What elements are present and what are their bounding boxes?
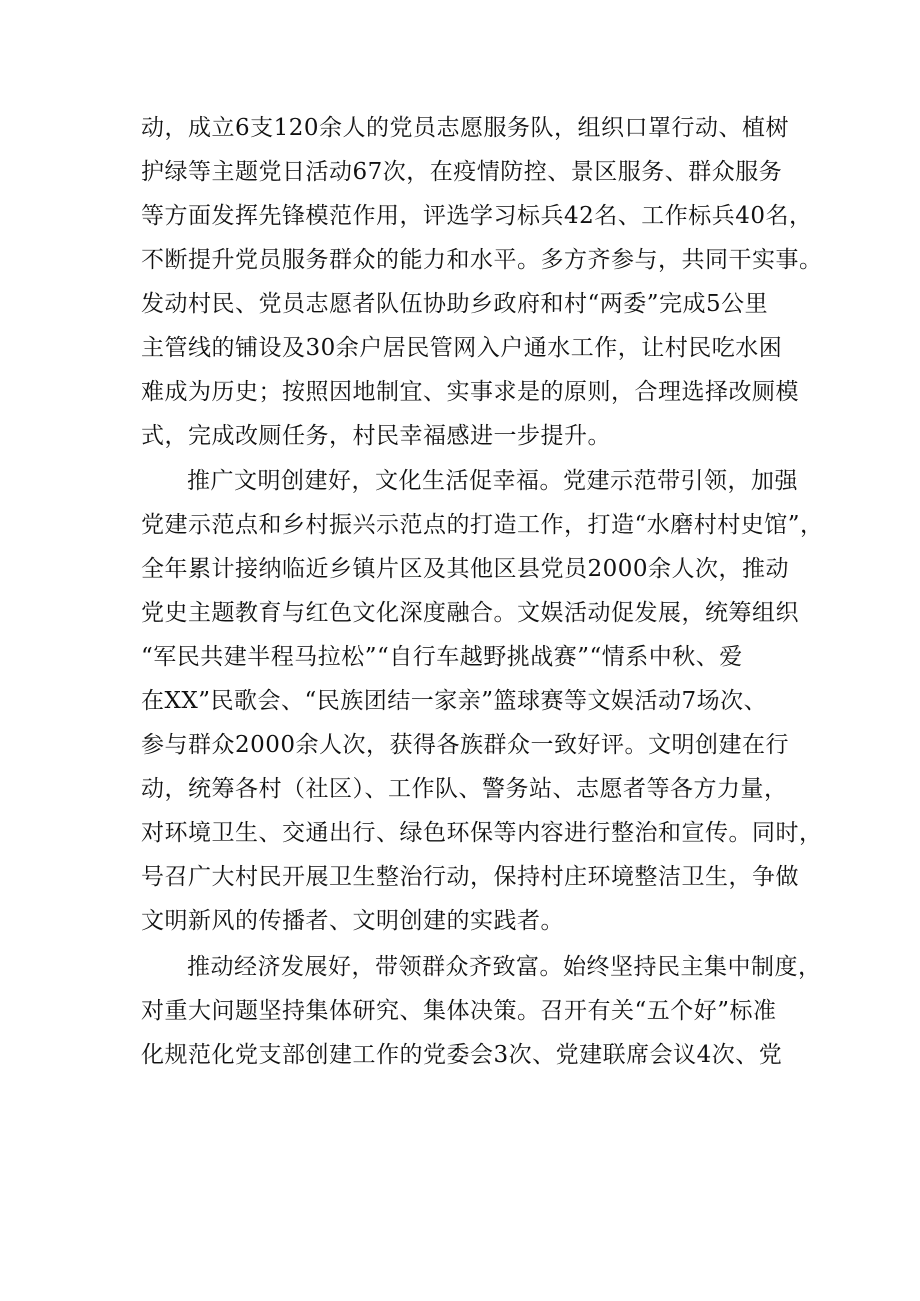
- text-line: 号召广大村民开展卫生整治行动，保持村庄环境整洁卫生，争做: [141, 864, 799, 890]
- text-line: 对重大问题坚持集体研究、集体决策。召开有关“五个好”标准: [141, 998, 777, 1024]
- text-line: 动，统筹各村（社区）、工作队、警务站、志愿者等各方力量，: [141, 776, 788, 802]
- paragraph-start-line: 推动经济发展好，带领群众齐致富。始终坚持民主集中制度，: [187, 954, 822, 980]
- text-line: 党建示范点和乡村振兴示范点的打造工作，打造“水磨村村史馆”，: [141, 512, 824, 538]
- text-line: 式，完成改厕任务，村民幸福感进一步提升。: [141, 423, 611, 449]
- text-line: 发动村民、党员志愿者队伍协助乡政府和村“两委”完成5公里: [141, 291, 769, 317]
- text-line: 护绿等主题党日活动67次，在疫情防控、景区服务、群众服务: [141, 159, 783, 185]
- text-line: “军民共建半程马拉松”“自行车越野挑战赛”“情系中秋、爱: [141, 644, 743, 670]
- paragraph-start-line: 推广文明创建好，文化生活促幸福。党建示范带引领，加强: [187, 468, 798, 494]
- text-line: 参与群众2000余人次，获得各族群众一致好评。文明创建在行: [141, 732, 790, 758]
- text-line: 化规范化党支部创建工作的党委会3次、党建联席会议4次、党: [141, 1042, 783, 1068]
- text-line: 文明新风的传播者、文明创建的实践者。: [141, 908, 564, 934]
- text-line: 等方面发挥先锋模范作用，评选学习标兵42名、工作标兵40名，: [141, 203, 813, 229]
- text-line: 动，成立6支120余人的党员志愿服务队，组织口罩行动、植树: [141, 115, 790, 141]
- text-line: 全年累计接纳临近乡镇片区及其他区县党员2000余人次，推动: [141, 556, 790, 582]
- text-line: 对环境卫生、交通出行、绿色环保等内容进行整治和宣传。同时，: [141, 820, 823, 846]
- text-line: 党史主题教育与红色文化深度融合。文娱活动促发展，统筹组织: [141, 600, 799, 626]
- text-line: 难成为历史；按照因地制宜、实事求是的原则，合理选择改厕模: [141, 379, 799, 405]
- text-line: 在XX”民歌会、“民族团结一家亲”篮球赛等文娱活动7场次、: [141, 688, 768, 714]
- text-line: 主管线的铺设及30余户居民管网入户通水工作，让村民吃水困: [141, 335, 783, 361]
- text-line: 不断提升党员服务群众的能力和水平。多方齐参与，共同干实事。: [141, 247, 823, 273]
